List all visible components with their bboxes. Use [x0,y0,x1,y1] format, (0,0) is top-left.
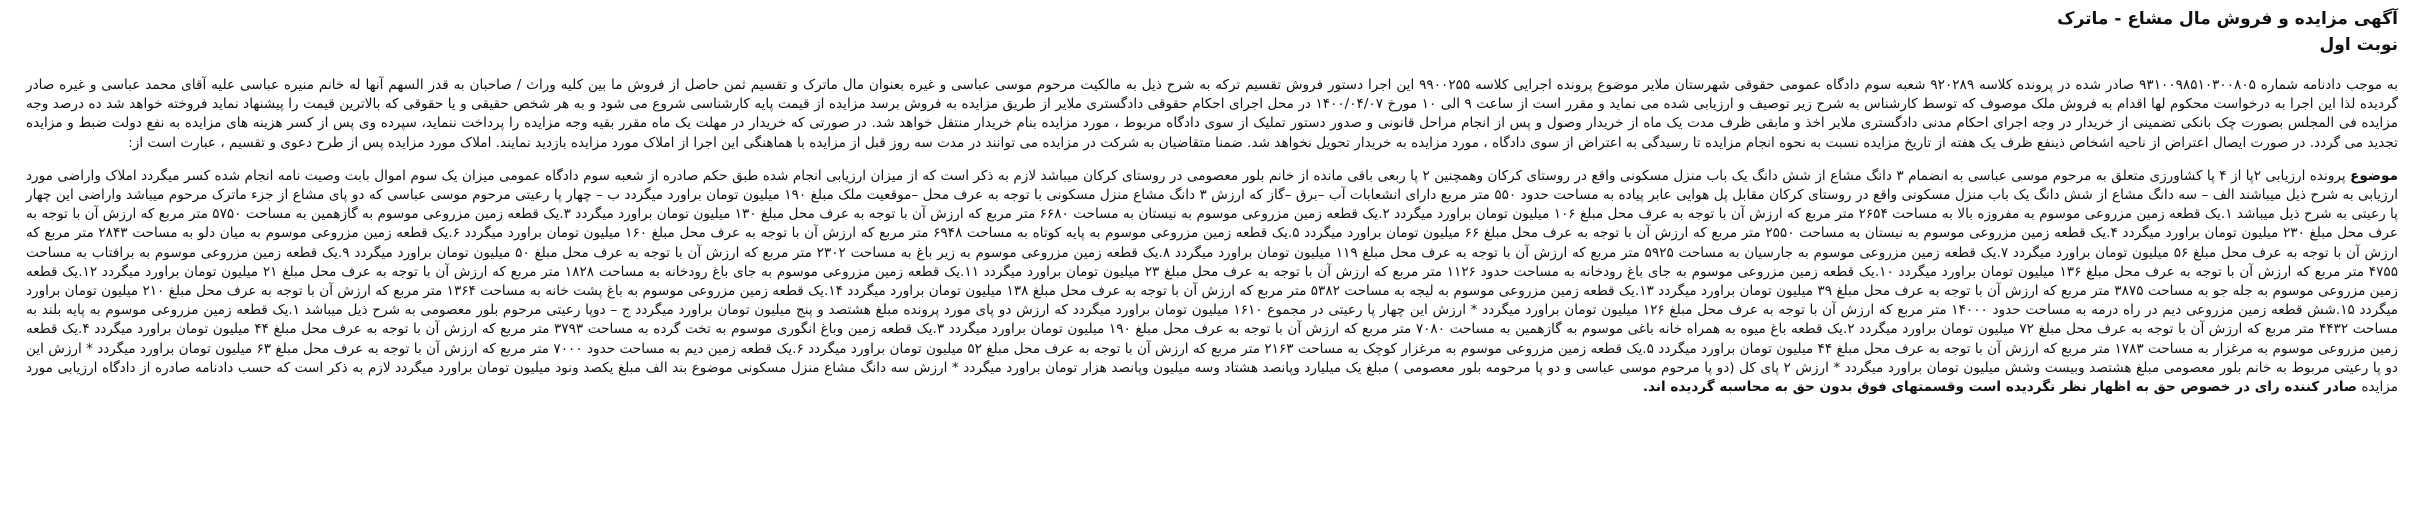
notice-title: آگهی مزایده و فروش مال مشاع - ماترک [2057,9,2398,29]
notice-paragraph-details [26,167,2398,397]
details-lead-word: موضوع [2350,167,2398,184]
details-tail: صادر کننده رای در خصوص حق به اظهار نظر نگردیده است وقسمتهای فوق بدون حق به محاسبه گردیده اند. [1642,379,2358,396]
notice-paragraph-intro: به موجب دادنامه شماره ۹۳۱۰۰۹۸۵۱۰۳۰۰۸۰۵ صادر شده در پرونده کلاسه ۹۲۰۲۸۹ شعبه سوم دادگاه عمومی حقوقی شهرستان ملایر موضوع پرونده اجرایی کلاسه ۹۹۰۰۲۵۵ این اجرا دستور فروش تقسیم ترکه به شرح ذیل به مالکیت مرحوم موسی عباسی و غیره بعنوان مال ماترک و تقسیم ثمن حاصل از فروش ما بین کلیه وراث / صاحبان به قدر السهم آنها له خانم منیره عباسی علیه آقای محمد عباسی و غیره صادر گردیده لذا این اجرا به درخواست محکوم لها اقدام به فروش ملک موصوف که توسط کارشناس به شرح زیر توصیف و ارزیابی شده می نماید و مقرر است از ساعت ۹ الی ۱۰ مورخ ۱۴۰۰/۰۴/۰۷ در محل اجرای احکام حقوقی دادگستری ملایر از طریق مزایده به فروش برسد مزایده از قیمت پایه کارشناسی شروع می شود و به هر شخص حقیقی و یا حقوقی که بالاترین قیمت را پیشنهاد نماید فروخته خواهد شد ده درصد وجه مزایده فی المجلس بصورت چک بانکی تضمینی از خریدار در وجه اجرای احکام مدنی دادگستری ملایر اخذ و مابقی ظرف مدت یک ماه از خریدار وصول و پس از انجام مراحل قانونی و صدور دستور تملیک از سوی دادگاه مربوط ، مورد مزایده بنام خریدار منتقل خواهد شد. در صورتی که خریدار در مهلت یک ماه مقرر بقیه وجه مزایده را پرداخت ننماید، سپرده وی پس از کسر هزینه های مزایده به نفع دولت ضبط و مزایده تجدید می گردد. در صورت ایصال اعتراض از ناحیه اشخاص ذینفع ظرف یک هفته از تاریخ مزایده نسبت به نحوه انجام مزایده تا رسیدگی به اعتراض از سوی دادگاه ، مورد مزایده به خریدار تحویل نخواهد شد. ضمنا متقاضیان به شرکت در مزایده می توانند در مدت سه روز قبل از مزایده با هماهنگی این اجرا از املاک مورد مزایده بازدید نمایند. املاک مورد مزایده پس از طرح دعوی و تقسیم ، عبارت است از: [26,77,2399,151]
details-body: پرونده ارزیابی ۲پا از ۴ پا کشاورزی متعلق به مرحوم موسی عباسی به انضمام ۳ دانگ مشاع از شش دانگ یک باب منزل مسکونی واقع در روستای کرکان وهمچنین ۲ پا ربعی باقی مانده از خانم بلور معصومی در روستای کرکان میباشد لازم به ذکر است که از میزان ارزیابی انجام شده طبق حکم صادره از شعبه سوم دادگاه عمومی میزان یک سوم اموال بابت وصیت نامه انجام شده کسر میگردد املاک واراضی مورد ارزیابی به شرح ذیل میباشند الف – سه دانگ مشاع از شش دانگ یک باب منزل مسکونی واقع در روستای کرکان مقابل پل هوایی عابر پیاده به مساحت حدود ۵۵۰ متر مربع دارای انشعابات آب –برق –گاز که ارزش ۳ دانگ مشاع منزل مسکونی با توجه به عرف محل –موقعیت ملک مبلغ ۱۹۰ میلیون تومان براورد میگردد ب – چهار پا رعیتی مرحوم موسی عباسی که دو پای مشاع از جزء ماترک مرحوم میباشد واراضی این چهار پا رعیتی به شرح ذیل میباشد ۱.یک قطعه زمین مزروعی موسوم به مفروزه بالا به مساحت ۲۶۵۴ متر مربع که ارزش آن با توجه به عرف محل مبلغ ۱۰۶ میلیون تومان براورد میگردد ۲.یک قطعه زمین مزروعی موسوم به نیستان به مساحت ۶۶۸۰ متر مربع که ارزش آن با توجه به عرف محل مبلغ ۱۳۰ میلیون تومان براورد میگردد ۳.یک قطعه زمین مزروعی موسوم به گازهمین به مساحت ۵۷۵۰ متر مربع که ارزش آن با توجه به عرف محل مبلغ ۲۳۰ میلیون تومان براورد میگردد ۴.یک قطعه زمین مزروعی موسوم به نیستان به مساحت ۲۵۵۰ متر مربع که ارزش آن با توجه به عرف محل مبلغ ۶۶ میلیون تومان براورد میگردد ۵.یک قطعه زمین مزروعی موسوم به پایه کوتاه به مساحت ۶۹۴۸ متر مربع که ارزش آن با توجه به عرف محل مبلغ ۱۶۰ میلیون تومان براورد میگردد ۶.یک قطعه زمین مزروعی موسوم به میان دلو به مساحت ۲۸۴۳ متر مربع که ارزش آن با توجه به عرف محل مبلغ ۵۶ میلیون تومان براورد میگردد ۷.یک قطعه زمین مزروعی موسوم به جارسیان به مساحت ۵۹۲۵ متر مربع که ارزش آن با توجه به عرف محل مبلغ ۱۱۹ میلیون تومان براورد میگردد ۸.یک قطعه زمین مزروعی موسوم به زیر باغ به مساحت ۲۳۰۲ متر مربع که ارزش آن با توجه به عرف محل مبلغ ۵۰ میلیون تومان براورد میگردد ۹.یک قطعه زمین مزروعی موسوم به برافتاب به مساحت ۴۷۵۵ متر مربع که ارزش آن با توجه به عرف محل مبلغ ۱۳۶ میلیون تومان براورد میگردد ۱۰.یک قطعه زمین مزروعی موسوم به جای باغ رودخانه به مساحت حدود ۱۱۲۶ متر مربع که ارزش آن با توجه به عرف محل مبلغ ۲۳ میلیون تومان براورد میگردد ۱۱.یک قطعه زمین مزروعی موسوم به جای باغ رودخانه به مساحت ۱۸۲۸ متر مربع که ارزش آن با توجه به عرف محل مبلغ ۲۱ میلیون تومان براورد میگردد ۱۲.یک قطعه زمین مزروعی موسوم به جله جو به مساحت ۳۸۷۵ متر مربع که ارزش آن با توجه به عرف محل مبلغ ۳۹ میلیون تومان براورد میگردد ۱۳.یک قطعه زمین مزروعی موسوم به لیجه به مساحت ۵۳۸۲ متر مربع که ارزش آن با توجه به عرف محل مبلغ ۱۳۸ میلیون تومان براورد میگردد ۱۴.یک قطعه زمین مزروعی موسوم به باغ پشت خانه به مساحت ۱۳۶۴ متر مربع که ارزش آن با توجه به عرف محل مبلغ ۲۱۰ میلیون تومان براورد میگردد ۱۵.شش قطعه زمین مزروعی دیم در راه درمه به مساحت حدود ۱۴۰۰۰ متر مربع که ارزش آن با توجه به عرف محل مبلغ ۱۲۶ میلیون تومان براورد میگردد * ارزش این چهار پا رعیتی در مجموع ۱۶۱۰ میلیون تومان براورد میگردد که ارزش دو پای مورد پرونده مبلغ هشتصد و پنج میلیون تومان براورد میگردد ج – دوپا رعیتی مرحوم بلور معصومی به شرح ذیل میباشد ۱.یک قطعه زمین مزروعی موسوم به پایه بلند به مساحت ۴۴۳۲ متر مربع که ارزش آن با توجه به عرف محل مبلغ ۷۲ میلیون تومان براورد میگردد ۲.یک قطعه باغ میوه به همراه خانه باغی موسوم به گازهمین به مساحت ۷۰۸۰ متر مربع که ارزش آن با توجه به عرف محل مبلغ ۱۹۰ میلیون تومان براورد میگردد ۳.یک قطعه زمین وباغ انگوری موسوم به تخت گرده به مساحت ۳۷۹۳ متر مربع که ارزش آن با توجه به عرف محل مبلغ ۴۴ میلیون تومان براورد میگردد ۴.یک قطعه زمین مزروعی موسوم به مرغزار به مساحت ۱۷۸۳ متر مربع که ارزش آن با توجه به عرف محل مبلغ ۴۴ میلیون تومان براورد میگردد ۵.یک قطعه زمین مزروعی موسوم به مرغزار کوچک به مساحت ۲۱۶۳ متر مربع که ارزش آن با توجه به عرف محل مبلغ ۵۲ میلیون تومان براورد میگردد ۶.یک قطعه زمین دیم به مساحت حدود ۷۰۰۰ متر مربع که ارزش آن با توجه به عرف محل مبلغ ۶۳ میلیون تومان براورد میگردد * ارزش این دو پا رعیتی مربوط به خانم بلور معصومی مبلغ هشتصد وبیست وشش میلیون تومان براورد میگردد * ارزش ۲ پای کل (دو پا مرحوم موسی عباسی و دو پا مرحومه بلور معصومی ) مبلغ یک میلیارد وپانصد هشتاد وسه میلیون وپانصد هزار تومان براورد میگردد * ارزش سه دانگ مشاع منزل مسکونی موضوع بند الف مبلغ یکصد ونود میلیون تومان براورد میگردد لازم به ذکر است که حسب دادنامه صادره از دادگاه ارزیابی مورد مزایده [26,167,2399,396]
notice-round: نوبت اول [2319,35,2398,55]
